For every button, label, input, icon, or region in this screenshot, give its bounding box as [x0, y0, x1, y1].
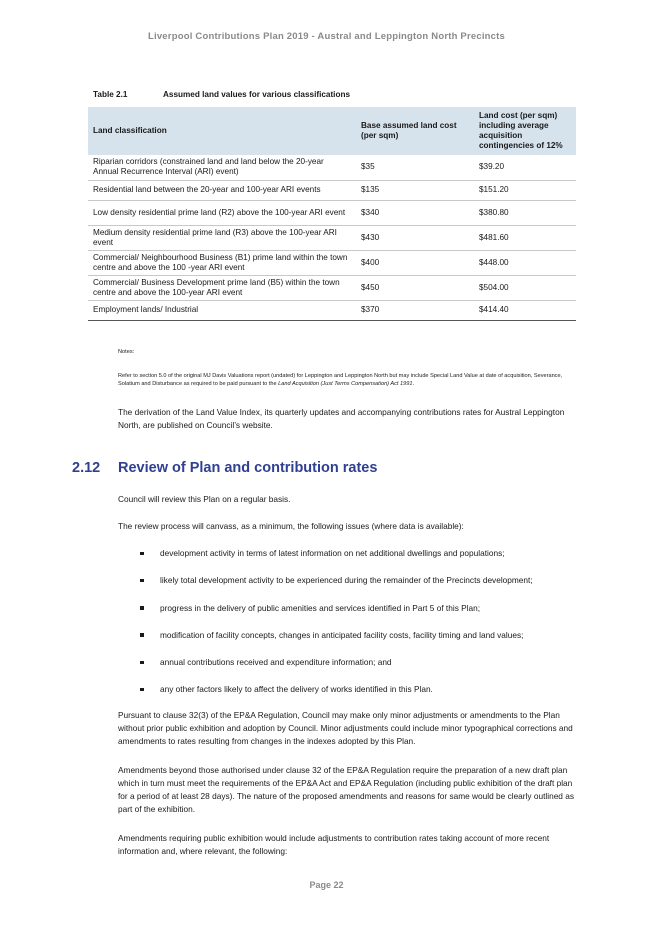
section-number: 2.12	[72, 460, 101, 476]
bullet-square-icon	[140, 688, 144, 692]
cell-classification: Riparian corridors (constrained land and land below the 20-year Annual Recurrence Interval (ARI) event)	[88, 155, 356, 180]
cell-adjusted-cost: $39.20	[474, 155, 576, 180]
header-base-cost: Base assumed land cost (per sqm)	[356, 107, 474, 155]
table-row	[88, 225, 576, 250]
cell-adjusted-cost: $414.40	[474, 300, 576, 320]
cell-base-cost: $430	[356, 225, 474, 250]
notes-label: Notes:	[118, 349, 135, 355]
table-row	[88, 250, 576, 275]
list-item: development activity in terms of latest information on net additional dwellings and populations;	[138, 547, 578, 560]
cell-base-cost: $340	[356, 200, 474, 225]
bullet-square-icon	[140, 633, 144, 637]
amendments-paragraph: Amendments beyond those authorised under clause 32 of the EP&A Regulation require the preparation of a new draft plan which in turn must meet the requirements of the EP&A Act and EP&A Regulation (including public exhibition of the draft plan for a period of at least 28 days). The nature of the proposed amendments and reasons for same would be clearly outlined as part of the exhibition.	[118, 765, 574, 814]
cell-adjusted-cost: $448.00	[474, 250, 576, 275]
table-title: Assumed land values for various classifications	[163, 90, 351, 99]
bullet-square-icon	[140, 552, 144, 556]
review-paragraph: Council will review this Plan on a regular basis.	[118, 494, 291, 504]
act-title: Land Acquisition (Just Terms Compensation) Act 1991	[278, 381, 413, 387]
table-row	[88, 300, 576, 320]
cell-classification: Commercial/ Neighbourhood Business (B1) prime land within the town centre and above the 100 -year ARI event	[88, 250, 356, 275]
table-header-row	[88, 107, 576, 155]
minor-adjustments-paragraph: Pursuant to clause 32(3) of the EP&A Regulation, Council may make only minor adjustments or amendments to the Plan without prior public exhibition and adoption by Council. Minor adjustments could include minor typographical corrections and amendments to rates resulting from changes in the indexes adopted by this Plan.	[118, 710, 573, 746]
notes-text: Refer to section 5.0 of the original MJ Davis Valuations report (undated) for Leppington and Leppington North but may include Special Land Value at date of acquisition, Severance, Solatium and Disturbance as required to be paid pursuant to the Land Acquisition (Just Terms Compensation) Act 1991.	[118, 373, 563, 387]
review-process-paragraph: The review process will canvass, as a minimum, the following issues (where data is available):	[118, 521, 464, 531]
cell-classification: Residential land between the 20-year and 100-year ARI events	[88, 180, 356, 200]
list-item: progress in the delivery of public amenities and services identified in Part 5 of this Plan;	[138, 602, 578, 615]
land-values-table	[88, 107, 576, 321]
cell-classification: Commercial/ Business Development prime land (B5) within the town centre and above the 100-year ARI event	[88, 275, 356, 300]
bullet-square-icon	[140, 579, 144, 583]
cell-adjusted-cost: $380.80	[474, 200, 576, 225]
cell-classification: Low density residential prime land (R2) above the 100-year ARI event	[88, 200, 356, 225]
list-item: likely total development activity to be experienced during the remainder of the Precincts development;	[138, 574, 578, 587]
bullet-square-icon	[140, 661, 144, 665]
table-row	[88, 155, 576, 180]
cell-base-cost: $370	[356, 300, 474, 320]
review-issues-list	[138, 547, 578, 711]
table-row	[88, 180, 576, 200]
table-caption	[93, 90, 350, 99]
table-number: Table 2.1	[93, 90, 128, 99]
cell-base-cost: $450	[356, 275, 474, 300]
cell-base-cost: $400	[356, 250, 474, 275]
cell-adjusted-cost: $151.20	[474, 180, 576, 200]
land-value-index-paragraph: The derivation of the Land Value Index, its quarterly updates and accompanying contributions rates for Austral Leppington North, are published on Council’s website.	[118, 407, 565, 430]
cell-base-cost: $135	[356, 180, 474, 200]
bullet-square-icon	[140, 606, 144, 610]
cell-adjusted-cost: $504.00	[474, 275, 576, 300]
cell-classification: Medium density residential prime land (R3) above the 100-year ARI event	[88, 225, 356, 250]
list-item: any other factors likely to affect the delivery of works identified in this Plan.	[138, 683, 578, 696]
list-item: modification of facility concepts, changes in anticipated facility costs, facility timing and land values;	[138, 629, 578, 642]
header-cost-with-contingency: Land cost (per sqm) including average acquisition contingencies of 12%	[474, 107, 576, 155]
header-land-classification: Land classification	[88, 107, 356, 155]
section-title: Review of Plan and contribution rates	[118, 460, 378, 476]
cell-base-cost: $35	[356, 155, 474, 180]
page-number: Page 22	[309, 880, 344, 890]
cell-adjusted-cost: $481.60	[474, 225, 576, 250]
table-row	[88, 200, 576, 225]
list-item: annual contributions received and expenditure information; and	[138, 656, 578, 669]
table-row	[88, 275, 576, 300]
public-exhibition-paragraph: Amendments requiring public exhibition would include adjustments to contribution rates taking account of more recent information and, where relevant, the following:	[118, 833, 550, 856]
cell-classification: Employment lands/ Industrial	[88, 300, 356, 320]
page-header: Liverpool Contributions Plan 2019 - Austral and Leppington North Precincts	[147, 31, 505, 42]
